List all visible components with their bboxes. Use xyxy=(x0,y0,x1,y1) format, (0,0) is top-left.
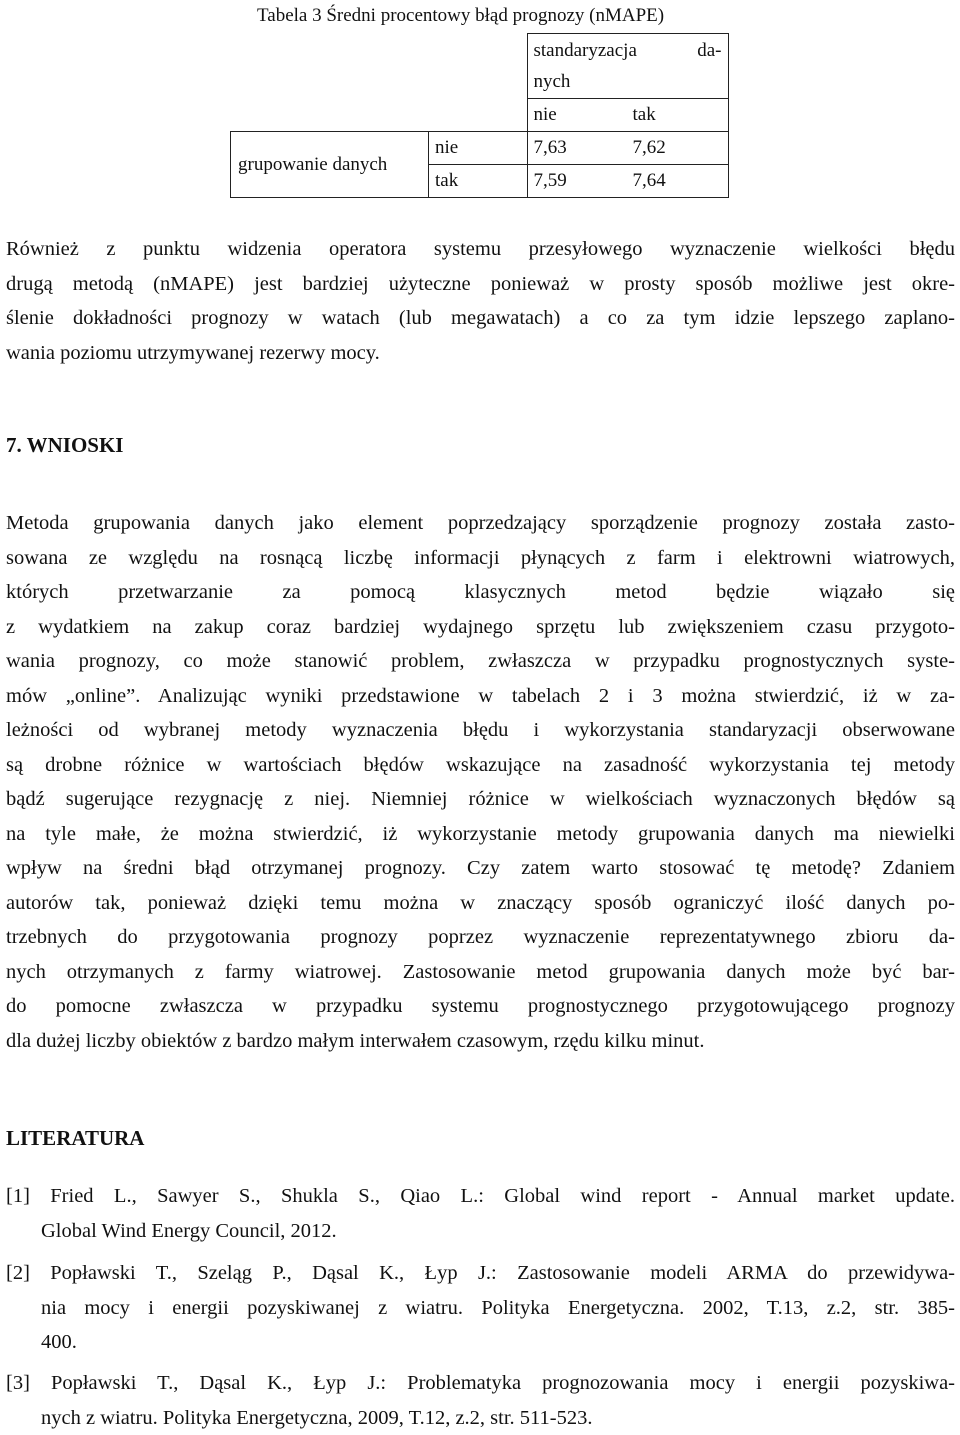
text-line: Metoda grupowania danych jako element poprzedzający sporządzenie prognozy została zasto- xyxy=(6,506,955,541)
text-line: mów „online”. Analizując wyniki przedstawione w tabelach 2 i 3 można stwierdzić, iż w za- xyxy=(6,679,955,714)
table-cell: 7,64 xyxy=(629,165,728,198)
reference-line: nych z wiatru. Polityka Energetyczna, 2009, T.12, z.2, str. 511-523. xyxy=(6,1401,955,1435)
reference-line: Global Wind Energy Council, 2012. xyxy=(6,1214,955,1249)
section-heading-literatura: LITERATURA xyxy=(6,1126,144,1151)
table-empty-cell xyxy=(429,99,528,132)
paragraph-intro xyxy=(6,232,955,370)
table-empty-cell xyxy=(231,34,429,99)
table-cell: 7,62 xyxy=(629,132,728,165)
table-cell: 7,63 xyxy=(527,132,629,165)
reference-line: [1] Fried L., Sawyer S., Shukla S., Qiao L.: Global wind report - Annual market update. xyxy=(6,1179,955,1214)
reference-1 xyxy=(6,1179,955,1248)
text-line: do pomocne zwłaszcza w przypadku systemu prognostycznego przygotowującego prognozy xyxy=(6,989,955,1024)
text-line: drugą metodą (nMAPE) jest bardziej użyteczne ponieważ w prosty sposób możliwe jest okre- xyxy=(6,267,955,302)
text-line: wania prognozy, co może stanowić problem, zwłaszcza w przypadku prognostycznych syste- xyxy=(6,644,955,679)
row-group-header: grupowanie danych xyxy=(231,132,429,198)
text-line: autorów tak, ponieważ dzięki temu można w znaczący sposób ograniczyć ilość danych po- xyxy=(6,886,955,921)
text-line: ślenie dokładności prognozy w watach (lub megawatach) a co za tym idzie lepszego zaplano- xyxy=(6,301,955,336)
reference-line: 400. xyxy=(6,1325,955,1360)
text-line: Również z punktu widzenia operatora systemu przesyłowego wyznaczenie wielkości błędu xyxy=(6,232,955,267)
text-line: trzebnych do przygotowania prognozy poprzez wyznaczenie reprezentatywnego zbioru da- xyxy=(6,920,955,955)
text-line: leżności od wybranej metody wyznaczenia błędu i wykorzystania standaryzacji obserwowane xyxy=(6,713,955,748)
col-group-header-text: standaryzacja xyxy=(534,35,637,66)
row-header-tak: tak xyxy=(429,165,528,198)
text-line: dla dużej liczby obiektów z bardzo małym interwałem czasowym, rzędu kilku minut. xyxy=(6,1024,955,1059)
table-empty-cell xyxy=(231,99,429,132)
col-header-nie: nie xyxy=(527,99,629,132)
col-group-header xyxy=(527,34,728,99)
col-group-header-hyphen: da- xyxy=(697,35,721,66)
reference-line: [3] Popławski T., Dąsal K., Łyp J.: Problematyka prognozowania mocy i energii pozyskiwa- xyxy=(6,1366,955,1401)
text-line: bądź sugerujące rezygnację z niej. Niemniej różnice w wielkościach wyznaczonych błędów są xyxy=(6,782,955,817)
section-heading-wnioski: 7. WNIOSKI xyxy=(6,433,123,458)
row-header-nie: nie xyxy=(429,132,528,165)
reference-3 xyxy=(6,1366,955,1435)
text-line: wania poziomu utrzymywanej rezerwy mocy. xyxy=(6,336,955,371)
text-line: nych otrzymanych z farmy wiatrowej. Zastosowanie metod grupowania danych może być bar- xyxy=(6,955,955,990)
text-line: sowana ze względu na rosnącą liczbę informacji płynących z farm i elektrowni wiatrowych, xyxy=(6,541,955,576)
table-caption: Tabela 3 Średni procentowy błąd prognozy (nMAPE) xyxy=(257,5,664,27)
reference-line: [2] Popławski T., Szeląg P., Dąsal K., Łyp J.: Zastosowanie modeli ARMA do przewidywa- xyxy=(6,1256,955,1291)
text-line: których przetwarzanie za pomocą klasycznych metod będzie wiązało się xyxy=(6,575,955,610)
col-header-tak: tak xyxy=(629,99,728,132)
text-line: wpływ na średni błąd otrzymanej prognozy. Czy zatem warto stosować tę metodę? Zdaniem xyxy=(6,851,955,886)
table-empty-cell xyxy=(429,34,528,99)
text-line: są drobne różnice w wartościach błędów wskazujące na zasadność wykorzystania tej metody xyxy=(6,748,955,783)
reference-2 xyxy=(6,1256,955,1360)
text-line: na tyle małe, że można stwierdzić, iż wykorzystanie metody grupowania danych ma niewielki xyxy=(6,817,955,852)
text-line: z wydatkiem na zakup coraz bardziej wydajnego sprzętu lub zwiększeniem czasu przygoto- xyxy=(6,610,955,645)
paragraph-conclusions xyxy=(6,506,955,1058)
col-group-header-text-2: nych xyxy=(534,66,722,97)
nmape-table xyxy=(230,33,729,198)
table-cell: 7,59 xyxy=(527,165,629,198)
reference-line: nia mocy i energii pozyskiwanej z wiatru. Polityka Energetyczna. 2002, T.13, z.2, str. 385- xyxy=(6,1291,955,1326)
